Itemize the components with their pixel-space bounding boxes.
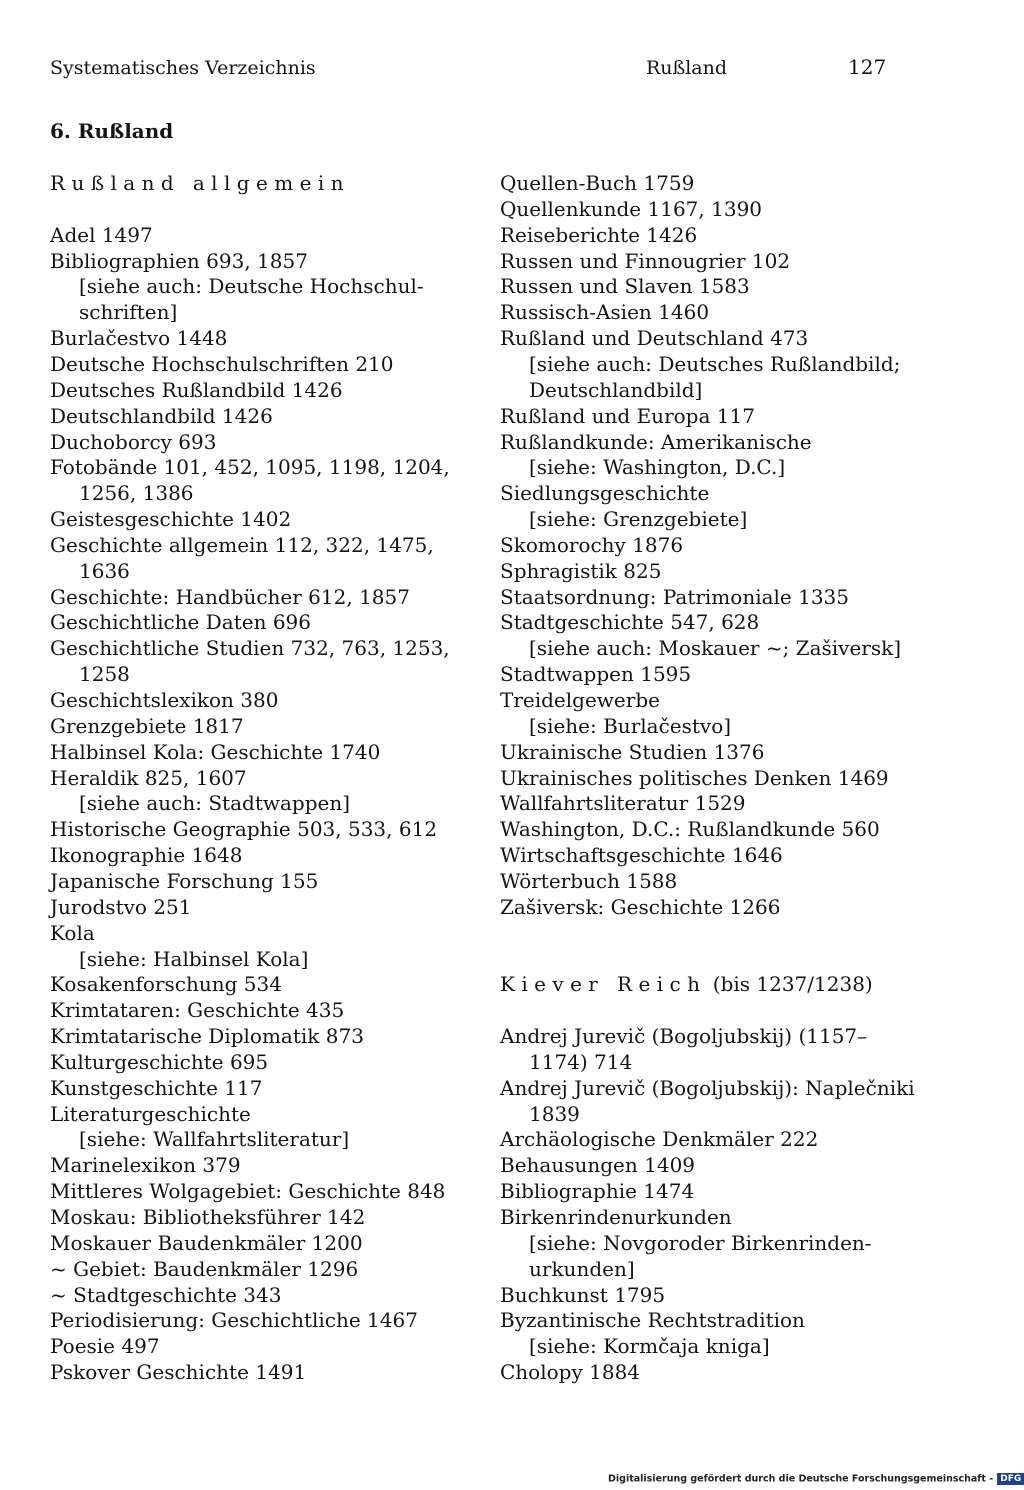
index-entry-line: Geschichtliche Daten 696 <box>50 610 311 635</box>
index-entry-line: 1636 <box>79 558 130 583</box>
index-entry-line: Deutsche Hochschulschriften 210 <box>50 351 394 376</box>
index-entry-line: [siehe: Kormčaja kniga] <box>529 1334 770 1359</box>
index-entry-line: Rußland und Deutschland 473 <box>500 326 809 351</box>
index-entry-line: 1174) 714 <box>529 1049 633 1074</box>
index-entry-line: Bibliographie 1474 <box>500 1179 695 1204</box>
running-header-left: Systematisches Verzeichnis <box>50 57 316 79</box>
index-entry-line: Pskover Geschichte 1491 <box>50 1360 307 1385</box>
index-entry-line: Andrej Jurevič (Bogoljubskij) (1157– <box>500 1024 868 1049</box>
index-entry-line: Zašiversk: Geschichte 1266 <box>500 894 781 919</box>
index-entry-line: Wirtschaftsgeschichte 1646 <box>500 843 783 868</box>
index-entry-line: Geschichte: Handbücher 612, 1857 <box>50 584 410 609</box>
funding-footer-text: Digitalisierung gefördert durch die Deutsche Forschungsgemeinschaft - <box>608 1473 994 1485</box>
index-entry-line: Historische Geographie 503, 533, 612 <box>50 817 438 842</box>
index-entry-line: Skomorochy 1876 <box>500 532 684 557</box>
index-entry-line: Buchkunst 1795 <box>500 1282 666 1307</box>
index-entry-line: Literaturgeschichte <box>50 1101 251 1126</box>
subsection-heading-text: Kiever Reich <box>500 972 707 997</box>
index-entry-line: Burlačestvo 1448 <box>50 326 228 351</box>
index-entry-line: Fotobände 101, 452, 1095, 1198, 1204, <box>50 455 450 480</box>
index-entry-line: Poesie 497 <box>50 1334 160 1359</box>
index-entry-line: Behausungen 1409 <box>500 1153 696 1178</box>
index-entry-line: Cholopy 1884 <box>500 1360 641 1385</box>
index-entry-line: [siehe auch: Deutsches Rußlandbild; <box>529 351 901 376</box>
index-entry-line: Russen und Slaven 1583 <box>500 274 750 299</box>
index-entry-line: Periodisierung: Geschichtliche 1467 <box>50 1308 418 1333</box>
index-entry-line: Staatsordnung: Patrimoniale 1335 <box>500 584 850 609</box>
dfg-logo: DFG <box>997 1473 1024 1485</box>
index-entry-line: Andrej Jurevič (Bogoljubskij): Naplečniki <box>500 1075 915 1100</box>
index-entry-line: Wallfahrtsliteratur 1529 <box>500 791 746 816</box>
index-entry-line: Grenzgebiete 1817 <box>50 713 244 738</box>
index-entry-line: Krimtataren: Geschichte 435 <box>50 998 345 1023</box>
index-entry-line: Mittleres Wolgagebiet: Geschichte 848 <box>50 1179 446 1204</box>
index-entry-line: Bibliographien 693, 1857 <box>50 248 308 273</box>
subsection-heading-text: Rußland allgemein <box>50 171 350 195</box>
index-entry-line: 1256, 1386 <box>79 481 194 506</box>
index-entry-line: [siehe: Wallfahrtsliteratur] <box>79 1127 350 1152</box>
subsection-heading-period: (bis 1237/1238) <box>706 972 873 997</box>
index-entry-line: [siehe: Grenzgebiete] <box>529 507 748 532</box>
index-entry-line: ~ Gebiet: Baudenkmäler 1296 <box>50 1256 359 1281</box>
index-entry-line: Japanische Forschung 155 <box>50 868 319 893</box>
running-header-section: Rußland <box>646 57 728 79</box>
index-entry-line: Rußland und Europa 117 <box>500 403 755 428</box>
index-entry-line: ~ Stadtgeschichte 343 <box>50 1282 282 1307</box>
index-entry-line: Ikonographie 1648 <box>50 843 243 868</box>
index-entry-line: Siedlungsgeschichte <box>500 481 710 506</box>
index-entry-line: Reiseberichte 1426 <box>500 222 698 247</box>
index-entry-line: [siehe auch: Stadtwappen] <box>79 791 351 816</box>
index-entry-line: Jurodstvo 251 <box>50 894 192 919</box>
page-number: 127 <box>848 55 887 79</box>
index-entry-line: Moskau: Bibliotheksführer 142 <box>50 1205 366 1229</box>
index-entry-line: Marinelexikon 379 <box>50 1153 241 1178</box>
index-entry-line: Kosakenforschung 534 <box>50 972 282 997</box>
section-title: 6. Rußland <box>50 119 174 143</box>
index-entry-line: Kulturgeschichte 695 <box>50 1049 269 1074</box>
index-entry-line: Krimtatarische Diplomatik 873 <box>50 1024 364 1049</box>
index-entry-line: Birkenrindenurkunden <box>500 1205 732 1229</box>
index-entry-line: Moskauer Baudenkmäler 1200 <box>50 1230 363 1255</box>
index-entry-line: [siehe auch: Moskauer ~; Zašiversk] <box>529 636 902 661</box>
index-entry-line: Quellen-Buch 1759 <box>500 171 695 195</box>
index-entry-line: Duchoborcy 693 <box>50 429 217 454</box>
index-entry-line: Geschichtliche Studien 732, 763, 1253, <box>50 636 450 661</box>
index-entry-line: Washington, D.C.: Rußlandkunde 560 <box>500 817 880 842</box>
index-entry-line: Adel 1497 <box>50 222 153 247</box>
index-entry-line: [siehe: Burlačestvo] <box>529 713 732 738</box>
index-entry-line: 1258 <box>79 662 130 687</box>
index-entry-line: Geistesgeschichte 1402 <box>50 507 292 532</box>
index-entry-line: [siehe auch: Deutsche Hochschul- <box>79 274 424 299</box>
index-entry-line: Ukrainische Studien 1376 <box>500 739 765 764</box>
index-entry-line: Wörterbuch 1588 <box>500 868 678 893</box>
index-entry-line: Kunstgeschichte 117 <box>50 1075 263 1100</box>
index-entry-line: Stadtgeschichte 547, 628 <box>500 610 760 635</box>
subsection-heading <box>500 972 873 997</box>
index-entry-line: Byzantinische Rechtstradition <box>500 1308 805 1333</box>
index-entry-line: Halbinsel Kola: Geschichte 1740 <box>50 739 381 764</box>
subsection-heading <box>50 173 350 193</box>
index-entry-line: Quellenkunde 1167, 1390 <box>500 196 763 221</box>
index-entry-line: Rußlandkunde: Amerikanische <box>500 429 812 454</box>
index-entry-line: Kola <box>50 920 95 945</box>
index-entry-line: Deutsches Rußlandbild 1426 <box>50 377 343 402</box>
index-entry-line: Geschichte allgemein 112, 322, 1475, <box>50 532 434 557</box>
index-entry-line: [siehe: Halbinsel Kola] <box>79 946 309 971</box>
index-entry-line: urkunden] <box>529 1256 635 1281</box>
index-entry-line: Sphragistik 825 <box>500 558 662 583</box>
index-entry-line: Russen und Finnougrier 102 <box>500 248 791 273</box>
index-entry-line: Ukrainisches politisches Denken 1469 <box>500 765 889 790</box>
index-entry-line: Stadtwappen 1595 <box>500 662 692 687</box>
index-entry-line: [siehe: Novgoroder Birkenrinden- <box>529 1230 872 1255</box>
index-entry-line: Geschichtslexikon 380 <box>50 688 279 712</box>
index-entry-line: Treidelgewerbe <box>500 688 660 712</box>
index-entry-line: Deutschlandbild 1426 <box>50 403 273 428</box>
index-entry-line: Archäologische Denkmäler 222 <box>500 1127 819 1152</box>
index-entry-line: Heraldik 825, 1607 <box>50 765 247 790</box>
funding-footer <box>608 1473 1024 1485</box>
index-entry-line: schriften] <box>79 300 178 325</box>
index-entry-line: Deutschlandbild] <box>529 377 703 402</box>
index-entry-line: Russisch-Asien 1460 <box>500 300 710 325</box>
index-entry-line: 1839 <box>529 1101 580 1126</box>
index-entry-line: [siehe: Washington, D.C.] <box>529 455 786 480</box>
